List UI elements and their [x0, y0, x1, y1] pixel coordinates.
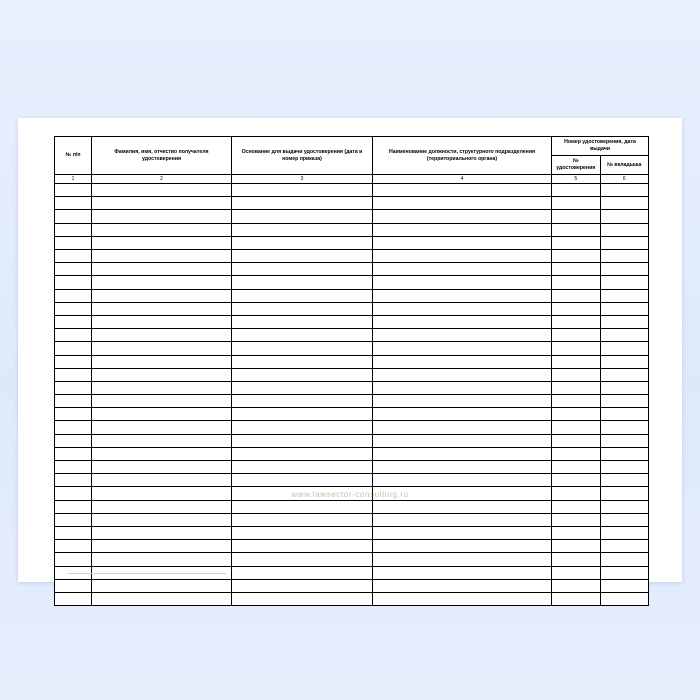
column-index-6: 6 [600, 175, 649, 184]
table-cell [600, 250, 649, 263]
table-cell [552, 355, 601, 368]
table-cell [92, 421, 232, 434]
table-cell [552, 461, 601, 474]
table-cell [552, 236, 601, 249]
table-row [55, 368, 649, 381]
table-cell [373, 197, 552, 210]
table-row [55, 395, 649, 408]
table-row [55, 434, 649, 447]
table-cell [232, 553, 373, 566]
table-cell [552, 302, 601, 315]
table-cell [373, 210, 552, 223]
table-cell [232, 250, 373, 263]
table-row [55, 540, 649, 553]
table-cell [92, 223, 232, 236]
table-cell [600, 566, 649, 579]
table-cell [373, 368, 552, 381]
table-cell [552, 184, 601, 197]
table-cell [55, 223, 92, 236]
table-row [55, 263, 649, 276]
table-cell [373, 315, 552, 328]
table-cell [232, 276, 373, 289]
table-cell [92, 474, 232, 487]
table-cell [55, 526, 92, 539]
table-cell [600, 540, 649, 553]
table-cell [232, 487, 373, 500]
table-cell [373, 223, 552, 236]
table-cell [552, 381, 601, 394]
table-cell [55, 579, 92, 592]
table-cell [552, 513, 601, 526]
table-cell [232, 447, 373, 460]
table-row [55, 289, 649, 302]
table-cell [92, 236, 232, 249]
table-cell [232, 592, 373, 605]
table-cell [92, 289, 232, 302]
table-cell [232, 395, 373, 408]
table-cell [232, 302, 373, 315]
table-row [55, 210, 649, 223]
table-row [55, 487, 649, 500]
table-head [55, 137, 649, 184]
table-cell [600, 342, 649, 355]
table-cell [373, 434, 552, 447]
table-cell [55, 302, 92, 315]
table-cell [55, 355, 92, 368]
table-cell [232, 540, 373, 553]
table-cell [373, 408, 552, 421]
table-row [55, 184, 649, 197]
column-index-4: 4 [373, 175, 552, 184]
table-cell [92, 408, 232, 421]
table-row [55, 500, 649, 513]
table-cell [600, 355, 649, 368]
table-cell [373, 461, 552, 474]
column-header-number: № п/п [55, 137, 92, 175]
table-cell [373, 302, 552, 315]
table-cell [92, 329, 232, 342]
table-cell [552, 263, 601, 276]
table-cell [92, 513, 232, 526]
table-cell [552, 197, 601, 210]
table-cell [600, 592, 649, 605]
registry-table-container [54, 136, 649, 606]
table-cell [232, 329, 373, 342]
table-cell [232, 368, 373, 381]
table-cell [92, 553, 232, 566]
table-cell [552, 592, 601, 605]
table-cell [552, 289, 601, 302]
table-row [55, 223, 649, 236]
table-cell [600, 302, 649, 315]
table-cell [600, 381, 649, 394]
column-header-basis: Основание для выдачи удостоверения (дата и номер приказа) [232, 137, 373, 175]
table-row [55, 526, 649, 539]
table-cell [373, 513, 552, 526]
table-cell [232, 355, 373, 368]
table-cell [55, 263, 92, 276]
table-cell [373, 474, 552, 487]
table-cell [552, 579, 601, 592]
table-cell [55, 197, 92, 210]
table-cell [600, 500, 649, 513]
page-edge-line [68, 573, 226, 574]
table-cell [600, 276, 649, 289]
table-cell [232, 184, 373, 197]
table-cell [600, 526, 649, 539]
table-cell [92, 250, 232, 263]
table-cell [373, 342, 552, 355]
table-cell [55, 184, 92, 197]
table-cell [552, 408, 601, 421]
table-cell [600, 315, 649, 328]
table-cell [552, 553, 601, 566]
table-cell [92, 461, 232, 474]
table-cell [55, 500, 92, 513]
table-cell [600, 197, 649, 210]
table-cell [55, 487, 92, 500]
table-cell [92, 210, 232, 223]
table-row [55, 315, 649, 328]
table-cell [55, 289, 92, 302]
table-cell [92, 592, 232, 605]
table-cell [373, 592, 552, 605]
column-header-fullname: Фамилия, имя, отчество получателя удостоверения [92, 137, 232, 175]
document-page [18, 118, 682, 582]
table-body [55, 184, 649, 606]
table-cell [55, 342, 92, 355]
table-cell [600, 289, 649, 302]
table-cell [552, 368, 601, 381]
table-cell [55, 276, 92, 289]
table-cell [552, 210, 601, 223]
table-cell [600, 329, 649, 342]
table-cell [373, 500, 552, 513]
table-cell [92, 395, 232, 408]
table-cell [600, 579, 649, 592]
table-cell [552, 421, 601, 434]
table-cell [92, 342, 232, 355]
table-row [55, 381, 649, 394]
column-index-5: 5 [552, 175, 601, 184]
table-cell [552, 395, 601, 408]
table-cell [552, 526, 601, 539]
table-cell [55, 368, 92, 381]
table-row [55, 553, 649, 566]
table-row [55, 276, 649, 289]
table-cell [600, 474, 649, 487]
table-cell [232, 342, 373, 355]
table-cell [92, 434, 232, 447]
table-cell [55, 408, 92, 421]
table-cell [600, 236, 649, 249]
column-index-3: 3 [232, 175, 373, 184]
table-cell [552, 434, 601, 447]
table-cell [92, 315, 232, 328]
table-cell [373, 289, 552, 302]
table-cell [92, 276, 232, 289]
table-cell [373, 263, 552, 276]
registry-table [54, 136, 649, 606]
table-cell [552, 223, 601, 236]
table-cell [600, 263, 649, 276]
watermark-text: www.lawsector-consulting.ru [291, 490, 409, 499]
table-cell [92, 579, 232, 592]
table-cell [600, 553, 649, 566]
table-cell [232, 236, 373, 249]
table-cell [55, 592, 92, 605]
table-cell [92, 381, 232, 394]
table-cell [373, 447, 552, 460]
table-cell [55, 461, 92, 474]
table-cell [373, 487, 552, 500]
table-cell [92, 263, 232, 276]
table-row [55, 592, 649, 605]
table-cell [232, 210, 373, 223]
table-cell [92, 355, 232, 368]
table-cell [232, 474, 373, 487]
table-cell [232, 461, 373, 474]
table-cell [373, 184, 552, 197]
table-cell [232, 197, 373, 210]
table-cell [92, 368, 232, 381]
table-cell [55, 250, 92, 263]
table-cell [552, 250, 601, 263]
table-cell [55, 315, 92, 328]
table-cell [600, 461, 649, 474]
table-cell [373, 276, 552, 289]
table-cell [552, 342, 601, 355]
table-row [55, 461, 649, 474]
table-cell [232, 526, 373, 539]
table-cell [600, 447, 649, 460]
table-cell [92, 540, 232, 553]
table-cell [232, 421, 373, 434]
table-cell [373, 553, 552, 566]
column-header-insert-number: № вкладыша [600, 156, 649, 175]
table-cell [55, 421, 92, 434]
table-cell [600, 368, 649, 381]
table-cell [600, 434, 649, 447]
table-cell [552, 276, 601, 289]
table-row [55, 447, 649, 460]
table-cell [92, 487, 232, 500]
table-cell [55, 236, 92, 249]
table-row [55, 513, 649, 526]
table-cell [55, 553, 92, 566]
column-index-2: 2 [92, 175, 232, 184]
table-cell [232, 381, 373, 394]
table-cell [232, 289, 373, 302]
table-cell [92, 184, 232, 197]
table-cell [373, 395, 552, 408]
table-row [55, 197, 649, 210]
table-cell [373, 566, 552, 579]
table-cell [92, 447, 232, 460]
table-cell [232, 513, 373, 526]
table-cell [600, 210, 649, 223]
table-cell [55, 381, 92, 394]
table-cell [552, 540, 601, 553]
table-header-row [55, 137, 649, 156]
table-cell [232, 434, 373, 447]
table-cell [55, 513, 92, 526]
table-cell [55, 474, 92, 487]
table-cell [55, 210, 92, 223]
table-cell [232, 408, 373, 421]
column-header-certificate-number: № удостоверения [552, 156, 601, 175]
table-cell [552, 315, 601, 328]
table-cell [232, 500, 373, 513]
table-cell [55, 329, 92, 342]
table-cell [55, 540, 92, 553]
table-cell [373, 579, 552, 592]
table-cell [232, 579, 373, 592]
table-cell [92, 526, 232, 539]
table-cell [552, 474, 601, 487]
table-row [55, 342, 649, 355]
table-cell [373, 355, 552, 368]
table-cell [600, 395, 649, 408]
table-row [55, 474, 649, 487]
table-cell [552, 500, 601, 513]
table-cell [552, 447, 601, 460]
table-row [55, 355, 649, 368]
table-row [55, 421, 649, 434]
table-cell [232, 263, 373, 276]
table-row [55, 250, 649, 263]
table-cell [600, 487, 649, 500]
table-cell [232, 566, 373, 579]
column-index-1: 1 [55, 175, 92, 184]
table-row [55, 329, 649, 342]
table-cell [232, 223, 373, 236]
table-cell [92, 302, 232, 315]
table-row [55, 236, 649, 249]
table-cell [552, 566, 601, 579]
table-cell [600, 421, 649, 434]
table-cell [232, 315, 373, 328]
table-row [55, 579, 649, 592]
table-cell [600, 513, 649, 526]
table-cell [92, 500, 232, 513]
table-cell [373, 526, 552, 539]
table-cell [373, 236, 552, 249]
table-cell [600, 408, 649, 421]
table-cell [373, 329, 552, 342]
column-header-certificate-group: Номер удостоверения, дата выдачи [552, 137, 649, 156]
table-cell [55, 395, 92, 408]
table-cell [92, 197, 232, 210]
table-column-number-row [55, 175, 649, 184]
table-cell [55, 434, 92, 447]
table-cell [373, 540, 552, 553]
table-cell [552, 487, 601, 500]
table-cell [552, 329, 601, 342]
table-cell [373, 381, 552, 394]
table-cell [373, 250, 552, 263]
table-cell [600, 223, 649, 236]
table-cell [55, 447, 92, 460]
table-row [55, 302, 649, 315]
table-cell [373, 421, 552, 434]
table-row [55, 408, 649, 421]
table-cell [600, 184, 649, 197]
column-header-position: Наименование должности, структурного подразделения (территориального органа) [373, 137, 552, 175]
